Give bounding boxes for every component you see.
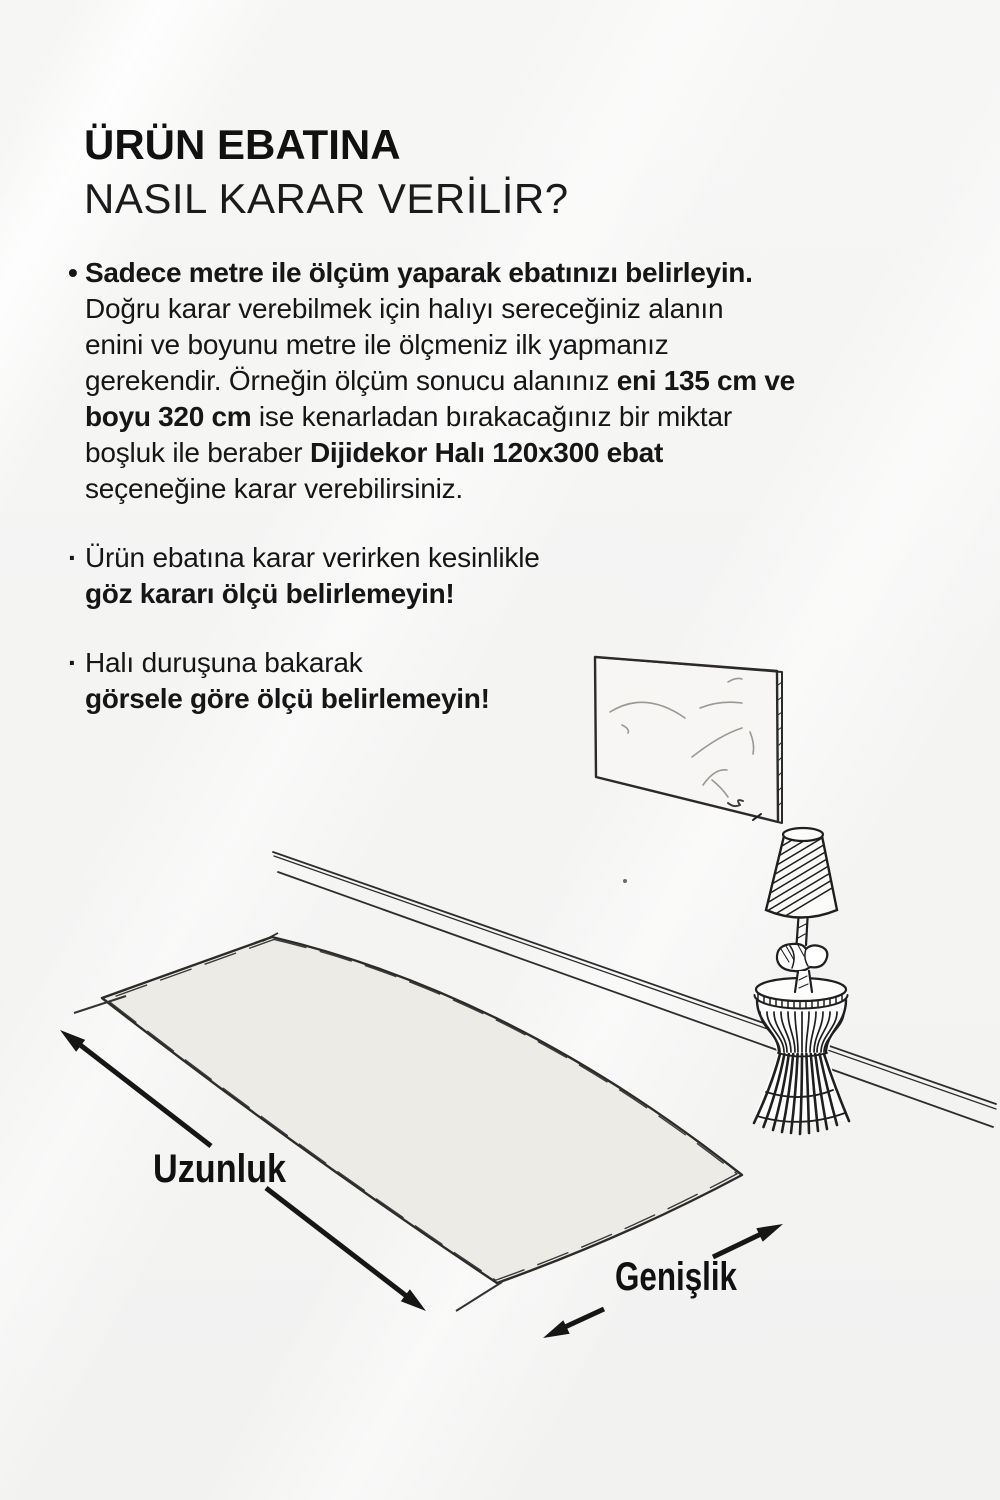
bullet-marker: · [68, 542, 78, 573]
side-table [753, 978, 849, 1134]
lamp-shade-top [783, 828, 823, 841]
bullet-line: Ürün ebatına karar verirken kesinlikle [85, 542, 540, 573]
bullet-line: Sadece metre ile ölçüm yaparak ebatınızı belirleyin. [85, 257, 753, 288]
page-title-line-1: ÜRÜN EBATINA [84, 121, 401, 168]
wall-dot [623, 879, 627, 883]
page-title [84, 118, 569, 226]
width-label: Genişlik [615, 1255, 738, 1299]
bullet-line: boşluk ile beraber Dijidekor Halı 120x300 ebat [85, 437, 663, 468]
bullet-line: göz kararı ölçü belirlemeyin! [85, 578, 455, 609]
bullet-line: seçeneğine karar verebilirsiniz. [85, 473, 463, 504]
bullet-line: Halı duruşuna bakarak [85, 647, 363, 678]
length-label: Uzunluk [153, 1147, 287, 1191]
bullet-line: gerekendir. Örneğin ölçüm sonucu alanınız eni 135 cm ve [85, 365, 795, 396]
extension-line-bottom [456, 1282, 502, 1311]
picture-front-face [595, 657, 778, 822]
wall-picture [595, 657, 782, 823]
lamp-knot [777, 944, 827, 971]
width-arrow-head-left [543, 1320, 570, 1338]
bullet-line: Doğru karar verebilmek için halıyı sereceğiniz alanın [85, 293, 724, 324]
bullet-line: enini ve boyunu metre ile ölçmeniz ilk yapmanız [85, 329, 669, 360]
room-illustration [0, 640, 1000, 1500]
bullet-item [68, 255, 795, 507]
bullet-item [68, 540, 795, 612]
bullet-marker: • [68, 257, 78, 288]
bullet-marker: · [68, 647, 78, 678]
bullet-line: boyu 320 cm ise kenarladan bırakacağınız bir miktar [85, 401, 733, 432]
bullet-line: görsele göre ölçü belirlemeyin! [85, 683, 490, 714]
rug [102, 933, 742, 1283]
page-title-line-2: NASIL KARAR VERİLİR? [84, 175, 569, 222]
